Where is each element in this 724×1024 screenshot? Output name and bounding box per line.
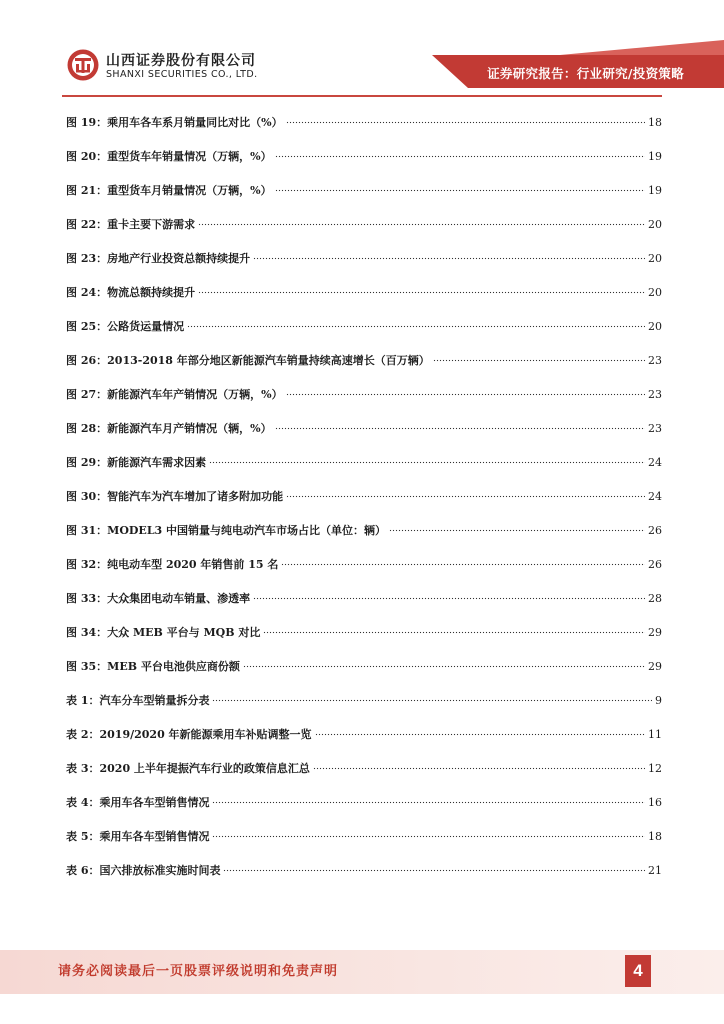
toc-entry-label: 图 27：新能源汽车年产销情况（万辆，%）: [66, 388, 283, 401]
toc-entry[interactable]: [66, 513, 662, 547]
toc-entry[interactable]: [66, 173, 662, 207]
toc-entry-page: 16: [648, 795, 662, 809]
toc-entry-label: 表 4：乘用车各车型销售情况: [66, 796, 210, 809]
toc-entry-page: 26: [648, 523, 662, 537]
toc-entry[interactable]: [66, 717, 662, 751]
toc-entry-label: 表 6：国六排放标准实施时间表: [66, 864, 221, 877]
page-number: 4: [625, 955, 651, 987]
toc-entry-label: 表 2：2019/2020 年新能源乘用车补贴调整一览: [66, 728, 312, 741]
toc-entry-page: 23: [648, 421, 662, 435]
toc-leader-dots: [212, 833, 645, 839]
toc-entry-page: 20: [648, 251, 662, 265]
toc-leader-dots: [286, 391, 645, 397]
toc-leader-dots: [187, 323, 645, 329]
toc-entry[interactable]: [66, 241, 662, 275]
toc-leader-dots: [198, 221, 645, 227]
toc-entry-page: 18: [648, 829, 662, 843]
toc-entry-page: 23: [648, 353, 662, 367]
toc-leader-dots: [281, 561, 645, 567]
toc-entry-page: 24: [648, 489, 662, 503]
table-of-figures: [66, 105, 662, 887]
toc-entry[interactable]: [66, 819, 662, 853]
toc-entry[interactable]: [66, 547, 662, 581]
toc-leader-dots: [275, 187, 645, 193]
page-header: [0, 0, 724, 100]
toc-entry-label: 表 1：汽车分车型销量拆分表: [66, 694, 210, 707]
toc-entry[interactable]: [66, 751, 662, 785]
toc-entry-label: 图 21：重型货车月销量情况（万辆，%）: [66, 184, 272, 197]
toc-entry-page: 29: [648, 659, 662, 673]
toc-entry-label: 图 35：MEB 平台电池供应商份额: [66, 660, 240, 673]
toc-entry[interactable]: [66, 615, 662, 649]
toc-entry-label: 图 34：大众 MEB 平台与 MQB 对比: [66, 626, 261, 639]
toc-entry[interactable]: [66, 479, 662, 513]
toc-entry-label: 图 30：智能汽车为汽车增加了诸多附加功能: [66, 490, 284, 503]
toc-entry-label: 图 23：房地产行业投资总额持续提升: [66, 252, 251, 265]
toc-entry[interactable]: [66, 785, 662, 819]
toc-entry[interactable]: [66, 649, 662, 683]
toc-entry-label: 图 28：新能源汽车月产销情况（辆，%）: [66, 422, 272, 435]
shanxi-securities-logo: [66, 48, 100, 82]
toc-leader-dots: [253, 595, 645, 601]
toc-entry-label: 图 24：物流总额持续提升: [66, 286, 196, 299]
toc-leader-dots: [433, 357, 645, 363]
toc-entry[interactable]: [66, 683, 662, 717]
toc-entry-page: 20: [648, 319, 662, 333]
toc-entry[interactable]: [66, 207, 662, 241]
header-divider: [62, 95, 662, 97]
toc-entry-page: 21: [648, 863, 662, 877]
toc-entry-label: 图 22：重卡主要下游需求: [66, 218, 196, 231]
toc-entry[interactable]: [66, 139, 662, 173]
toc-entry-page: 19: [648, 149, 662, 163]
toc-entry[interactable]: [66, 581, 662, 615]
toc-entry[interactable]: [66, 105, 662, 139]
toc-entry[interactable]: [66, 445, 662, 479]
toc-leader-dots: [315, 731, 645, 737]
toc-entry[interactable]: [66, 309, 662, 343]
toc-leader-dots: [389, 527, 645, 533]
toc-entry[interactable]: [66, 275, 662, 309]
toc-leader-dots: [212, 799, 645, 805]
toc-entry[interactable]: [66, 377, 662, 411]
toc-leader-dots: [209, 459, 645, 465]
toc-leader-dots: [286, 493, 645, 499]
toc-entry-page: 20: [648, 285, 662, 299]
disclaimer-text: 请务必阅读最后一页股票评级说明和免责声明: [58, 964, 339, 979]
company-name-en: SHANXI SECURITIES CO., LTD.: [106, 69, 258, 80]
toc-entry-label: 图 26：2013-2018 年部分地区新能源汽车销量持续高速增长（百万辆）: [66, 354, 430, 367]
toc-entry-page: 9: [655, 693, 662, 707]
toc-leader-dots: [253, 255, 645, 261]
toc-leader-dots: [275, 153, 645, 159]
toc-entry-label: 图 33：大众集团电动车销量、渗透率: [66, 592, 251, 605]
toc-leader-dots: [212, 697, 652, 703]
toc-entry-page: 29: [648, 625, 662, 639]
toc-leader-dots: [313, 765, 645, 771]
toc-entry-label: 表 3：2020 上半年提振汽车行业的政策信息汇总: [66, 762, 310, 775]
toc-entry[interactable]: [66, 343, 662, 377]
toc-leader-dots: [263, 629, 645, 635]
toc-entry-label: 图 31：MODEL3 中国销量与纯电动汽车市场占比（单位：辆）: [66, 524, 387, 537]
report-type: 证券研究报告：行业研究/投资策略: [487, 66, 684, 81]
toc-entry-label: 图 20：重型货车年销量情况（万辆，%）: [66, 150, 272, 163]
toc-entry-page: 26: [648, 557, 662, 571]
toc-entry-label: 图 32：纯电动车型 2020 年销售前 15 名: [66, 558, 279, 571]
toc-entry-page: 23: [648, 387, 662, 401]
toc-entry-page: 19: [648, 183, 662, 197]
toc-entry-label: 图 29：新能源汽车需求因素: [66, 456, 207, 469]
toc-leader-dots: [275, 425, 645, 431]
toc-entry-page: 24: [648, 455, 662, 469]
company-name-cn: 山西证券股份有限公司: [106, 53, 256, 69]
toc-entry[interactable]: [66, 411, 662, 445]
toc-leader-dots: [286, 119, 645, 125]
toc-entry[interactable]: [66, 853, 662, 887]
toc-leader-dots: [243, 663, 645, 669]
toc-leader-dots: [198, 289, 645, 295]
toc-entry-label: 图 25：公路货运量情况: [66, 320, 185, 333]
toc-entry-label: 表 5：乘用车各车型销售情况: [66, 830, 210, 843]
toc-entry-page: 18: [648, 115, 662, 129]
toc-entry-page: 28: [648, 591, 662, 605]
toc-entry-page: 12: [648, 761, 662, 775]
toc-leader-dots: [223, 867, 645, 873]
toc-entry-page: 11: [648, 727, 662, 741]
toc-entry-label: 图 19：乘用车各车系月销量同比对比（%）: [66, 116, 283, 129]
toc-entry-page: 20: [648, 217, 662, 231]
